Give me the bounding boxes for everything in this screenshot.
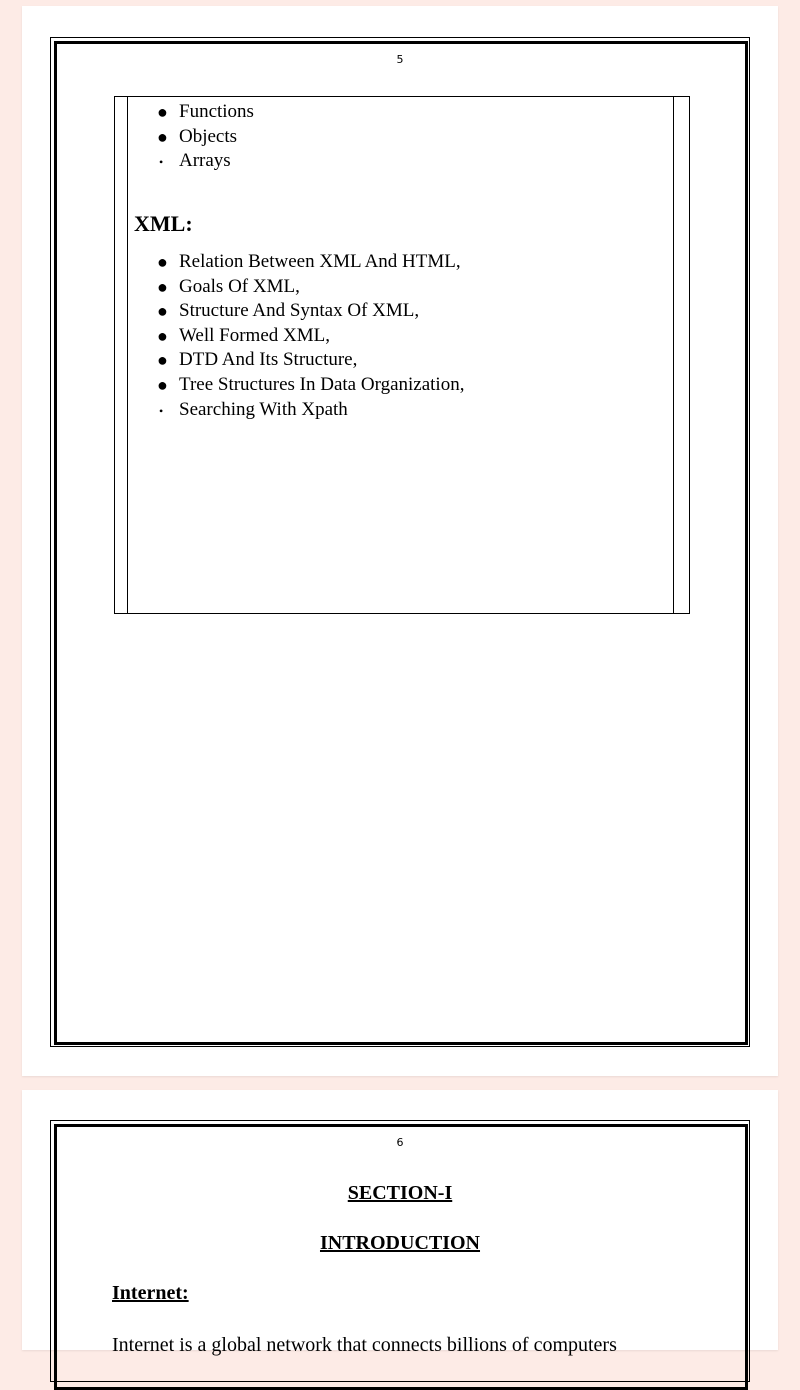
xml-heading: XML: [134,211,193,236]
bullet-icon: ● [157,126,168,147]
table-left-rule [127,97,128,613]
document-page-6 [22,1090,778,1356]
topic-list-js [134,100,254,174]
list-item-text: Searching With Xpath [179,398,348,420]
list-item-text: Functions [179,101,254,122]
list-item [134,324,464,349]
list-item [134,398,464,423]
list-item [134,299,464,324]
bullet-icon: ● [157,301,168,322]
bullet-icon: ● [157,350,168,371]
list-item-text: Relation Between XML And HTML, [179,251,461,272]
list-item [134,373,464,398]
list-item [134,275,464,300]
page-number: 5 [396,53,404,66]
body-text-line: Internet is a global network that connects billions of computers [112,1334,617,1356]
document-page-5 [22,6,778,1076]
bullet-icon: • [159,155,164,170]
list-item-text: Arrays [179,150,231,172]
table-right-rule [673,97,674,613]
bullet-icon: ● [157,102,168,122]
list-item-text: Tree Structures In Data Organization, [179,373,465,395]
introduction-title: INTRODUCTION [319,1232,481,1254]
bullet-icon: ● [157,325,168,346]
internet-heading: Internet: [112,1282,189,1304]
list-item-text: Goals Of XML, [179,275,300,297]
list-item-text: Well Formed XML, [179,324,330,346]
list-item [134,100,254,125]
section-title: SECTION-I [347,1182,453,1204]
list-item [134,250,464,275]
list-item-text: Objects [179,125,238,147]
bullet-icon: ● [157,374,168,395]
list-item [134,149,254,174]
list-item [134,125,254,150]
bullet-icon: ● [157,252,168,272]
list-item-text: DTD And Its Structure, [179,349,358,371]
list-item [134,348,464,373]
bullet-icon: ● [157,276,168,297]
page-number: 6 [396,1136,404,1149]
topic-list-xml [134,250,464,422]
list-item-text: Structure And Syntax Of XML, [179,300,420,322]
bullet-icon: • [159,403,164,418]
